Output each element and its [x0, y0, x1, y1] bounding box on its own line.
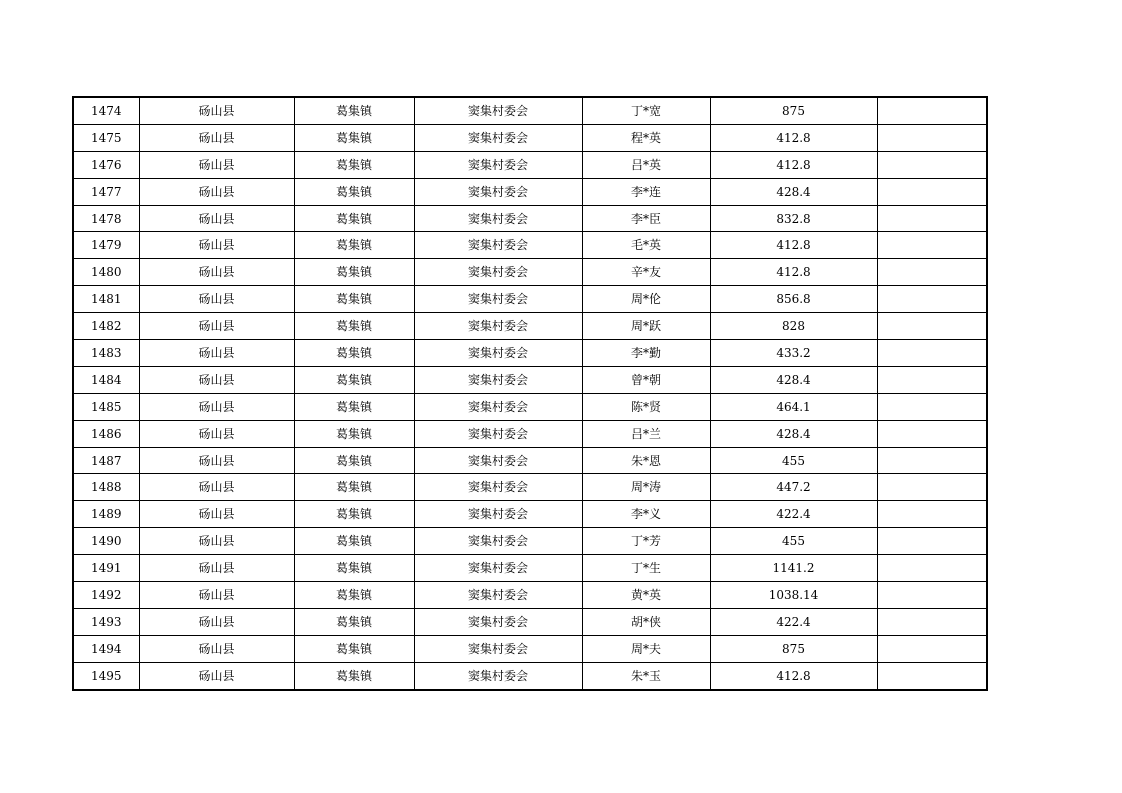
table-row [73, 366, 987, 393]
row-number-cell: 1475 [73, 124, 139, 151]
amount-cell: 412.8 [710, 151, 877, 178]
county-cell: 砀山县 [139, 662, 294, 689]
note-cell [877, 97, 987, 124]
table-row [73, 151, 987, 178]
table-row [73, 124, 987, 151]
town-cell: 葛集镇 [294, 662, 414, 689]
note-cell [877, 447, 987, 474]
amount-cell: 422.4 [710, 501, 877, 528]
town-cell: 葛集镇 [294, 151, 414, 178]
person-name-cell: 胡*侠 [582, 608, 710, 635]
amount-cell: 428.4 [710, 366, 877, 393]
amount-cell: 447.2 [710, 474, 877, 501]
amount-cell: 412.8 [710, 662, 877, 689]
village-committee-cell: 窦集村委会 [414, 420, 582, 447]
amount-cell: 832.8 [710, 205, 877, 232]
amount-cell: 856.8 [710, 286, 877, 313]
row-number-cell: 1491 [73, 555, 139, 582]
person-name-cell: 朱*玉 [582, 662, 710, 689]
row-number-cell: 1490 [73, 528, 139, 555]
row-number-cell: 1492 [73, 582, 139, 609]
note-cell [877, 124, 987, 151]
records-table [72, 96, 988, 691]
town-cell: 葛集镇 [294, 232, 414, 259]
town-cell: 葛集镇 [294, 124, 414, 151]
note-cell [877, 635, 987, 662]
village-committee-cell: 窦集村委会 [414, 501, 582, 528]
county-cell: 砀山县 [139, 420, 294, 447]
amount-cell: 455 [710, 528, 877, 555]
village-committee-cell: 窦集村委会 [414, 474, 582, 501]
row-number-cell: 1484 [73, 366, 139, 393]
village-committee-cell: 窦集村委会 [414, 555, 582, 582]
row-number-cell: 1489 [73, 501, 139, 528]
village-committee-cell: 窦集村委会 [414, 608, 582, 635]
note-cell [877, 178, 987, 205]
village-committee-cell: 窦集村委会 [414, 447, 582, 474]
village-committee-cell: 窦集村委会 [414, 528, 582, 555]
amount-cell: 412.8 [710, 232, 877, 259]
table-row [73, 313, 987, 340]
village-committee-cell: 窦集村委会 [414, 124, 582, 151]
person-name-cell: 吕*兰 [582, 420, 710, 447]
town-cell: 葛集镇 [294, 313, 414, 340]
county-cell: 砀山县 [139, 366, 294, 393]
town-cell: 葛集镇 [294, 608, 414, 635]
table-row [73, 393, 987, 420]
village-committee-cell: 窦集村委会 [414, 259, 582, 286]
note-cell [877, 205, 987, 232]
document-page [72, 96, 986, 691]
county-cell: 砀山县 [139, 151, 294, 178]
county-cell: 砀山县 [139, 501, 294, 528]
table-row [73, 555, 987, 582]
table-row [73, 447, 987, 474]
note-cell [877, 501, 987, 528]
table-row [73, 259, 987, 286]
county-cell: 砀山县 [139, 340, 294, 367]
table-row [73, 232, 987, 259]
town-cell: 葛集镇 [294, 286, 414, 313]
row-number-cell: 1483 [73, 340, 139, 367]
amount-cell: 464.1 [710, 393, 877, 420]
town-cell: 葛集镇 [294, 205, 414, 232]
row-number-cell: 1495 [73, 662, 139, 689]
person-name-cell: 丁*芳 [582, 528, 710, 555]
person-name-cell: 吕*英 [582, 151, 710, 178]
person-name-cell: 李*连 [582, 178, 710, 205]
note-cell [877, 528, 987, 555]
row-number-cell: 1476 [73, 151, 139, 178]
note-cell [877, 232, 987, 259]
county-cell: 砀山县 [139, 313, 294, 340]
row-number-cell: 1481 [73, 286, 139, 313]
town-cell: 葛集镇 [294, 528, 414, 555]
note-cell [877, 608, 987, 635]
row-number-cell: 1485 [73, 393, 139, 420]
note-cell [877, 340, 987, 367]
town-cell: 葛集镇 [294, 97, 414, 124]
table-row [73, 420, 987, 447]
row-number-cell: 1474 [73, 97, 139, 124]
person-name-cell: 曾*朝 [582, 366, 710, 393]
row-number-cell: 1488 [73, 474, 139, 501]
village-committee-cell: 窦集村委会 [414, 366, 582, 393]
county-cell: 砀山县 [139, 582, 294, 609]
amount-cell: 428.4 [710, 178, 877, 205]
town-cell: 葛集镇 [294, 447, 414, 474]
person-name-cell: 周*跃 [582, 313, 710, 340]
note-cell [877, 420, 987, 447]
town-cell: 葛集镇 [294, 340, 414, 367]
row-number-cell: 1480 [73, 259, 139, 286]
table-row [73, 528, 987, 555]
note-cell [877, 151, 987, 178]
village-committee-cell: 窦集村委会 [414, 340, 582, 367]
county-cell: 砀山县 [139, 259, 294, 286]
county-cell: 砀山县 [139, 97, 294, 124]
person-name-cell: 李*义 [582, 501, 710, 528]
county-cell: 砀山县 [139, 205, 294, 232]
county-cell: 砀山县 [139, 555, 294, 582]
town-cell: 葛集镇 [294, 474, 414, 501]
row-number-cell: 1479 [73, 232, 139, 259]
note-cell [877, 662, 987, 689]
note-cell [877, 366, 987, 393]
amount-cell: 1038.14 [710, 582, 877, 609]
person-name-cell: 周*涛 [582, 474, 710, 501]
note-cell [877, 286, 987, 313]
amount-cell: 412.8 [710, 124, 877, 151]
records-table-body [73, 97, 987, 690]
village-committee-cell: 窦集村委会 [414, 662, 582, 689]
note-cell [877, 313, 987, 340]
person-name-cell: 丁*生 [582, 555, 710, 582]
town-cell: 葛集镇 [294, 501, 414, 528]
table-row [73, 205, 987, 232]
table-row [73, 97, 987, 124]
person-name-cell: 李*臣 [582, 205, 710, 232]
town-cell: 葛集镇 [294, 393, 414, 420]
amount-cell: 455 [710, 447, 877, 474]
town-cell: 葛集镇 [294, 420, 414, 447]
table-row [73, 286, 987, 313]
town-cell: 葛集镇 [294, 259, 414, 286]
amount-cell: 875 [710, 97, 877, 124]
town-cell: 葛集镇 [294, 582, 414, 609]
town-cell: 葛集镇 [294, 635, 414, 662]
person-name-cell: 陈*贤 [582, 393, 710, 420]
county-cell: 砀山县 [139, 393, 294, 420]
note-cell [877, 259, 987, 286]
person-name-cell: 毛*英 [582, 232, 710, 259]
person-name-cell: 辛*友 [582, 259, 710, 286]
person-name-cell: 周*伦 [582, 286, 710, 313]
table-row [73, 635, 987, 662]
table-row [73, 501, 987, 528]
table-row [73, 474, 987, 501]
amount-cell: 422.4 [710, 608, 877, 635]
village-committee-cell: 窦集村委会 [414, 205, 582, 232]
village-committee-cell: 窦集村委会 [414, 97, 582, 124]
table-row [73, 582, 987, 609]
person-name-cell: 朱*恩 [582, 447, 710, 474]
amount-cell: 828 [710, 313, 877, 340]
table-row [73, 662, 987, 689]
county-cell: 砀山县 [139, 447, 294, 474]
amount-cell: 433.2 [710, 340, 877, 367]
table-row [73, 340, 987, 367]
village-committee-cell: 窦集村委会 [414, 178, 582, 205]
village-committee-cell: 窦集村委会 [414, 286, 582, 313]
row-number-cell: 1487 [73, 447, 139, 474]
county-cell: 砀山县 [139, 635, 294, 662]
county-cell: 砀山县 [139, 474, 294, 501]
note-cell [877, 474, 987, 501]
village-committee-cell: 窦集村委会 [414, 393, 582, 420]
amount-cell: 412.8 [710, 259, 877, 286]
person-name-cell: 丁*宽 [582, 97, 710, 124]
row-number-cell: 1493 [73, 608, 139, 635]
county-cell: 砀山县 [139, 178, 294, 205]
town-cell: 葛集镇 [294, 555, 414, 582]
village-committee-cell: 窦集村委会 [414, 151, 582, 178]
village-committee-cell: 窦集村委会 [414, 313, 582, 340]
person-name-cell: 李*勤 [582, 340, 710, 367]
person-name-cell: 黄*英 [582, 582, 710, 609]
row-number-cell: 1482 [73, 313, 139, 340]
amount-cell: 875 [710, 635, 877, 662]
amount-cell: 428.4 [710, 420, 877, 447]
village-committee-cell: 窦集村委会 [414, 582, 582, 609]
table-row [73, 608, 987, 635]
town-cell: 葛集镇 [294, 366, 414, 393]
person-name-cell: 程*英 [582, 124, 710, 151]
note-cell [877, 555, 987, 582]
row-number-cell: 1494 [73, 635, 139, 662]
county-cell: 砀山县 [139, 232, 294, 259]
village-committee-cell: 窦集村委会 [414, 635, 582, 662]
person-name-cell: 周*夫 [582, 635, 710, 662]
table-row [73, 178, 987, 205]
note-cell [877, 582, 987, 609]
row-number-cell: 1477 [73, 178, 139, 205]
county-cell: 砀山县 [139, 528, 294, 555]
row-number-cell: 1486 [73, 420, 139, 447]
county-cell: 砀山县 [139, 124, 294, 151]
village-committee-cell: 窦集村委会 [414, 232, 582, 259]
row-number-cell: 1478 [73, 205, 139, 232]
note-cell [877, 393, 987, 420]
county-cell: 砀山县 [139, 608, 294, 635]
amount-cell: 1141.2 [710, 555, 877, 582]
county-cell: 砀山县 [139, 286, 294, 313]
town-cell: 葛集镇 [294, 178, 414, 205]
